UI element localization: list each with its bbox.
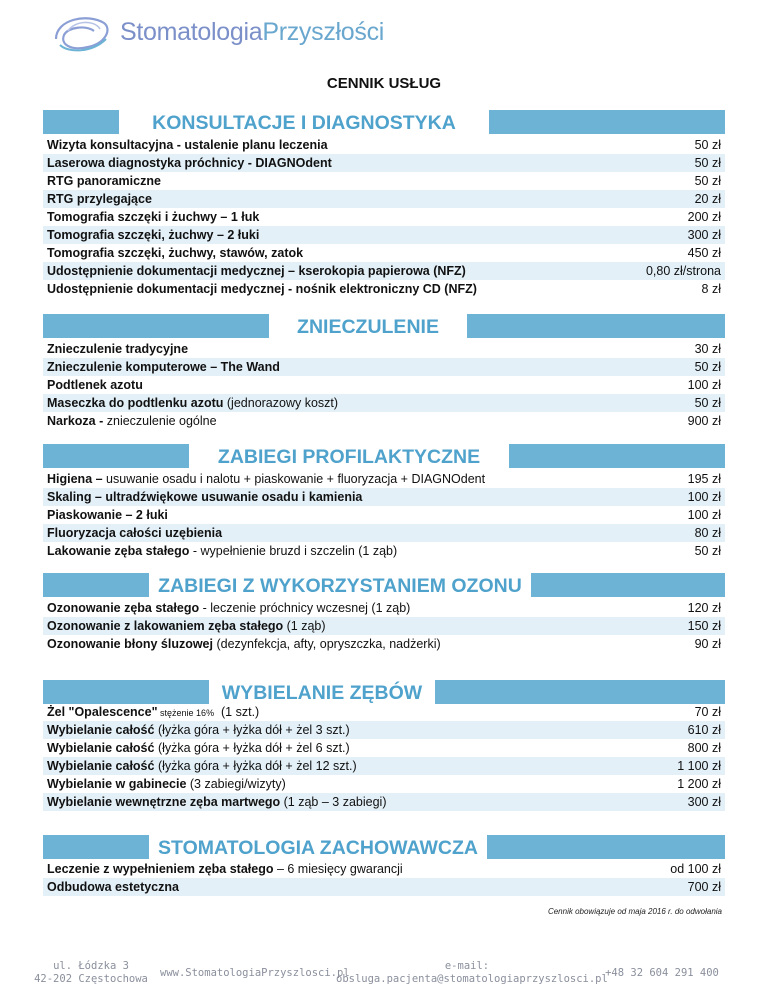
service-name [47,793,386,811]
service-label: RTG panoramiczne [47,174,161,188]
service-price: 20 zł [694,192,721,206]
section-header-bar [43,110,725,134]
service-name [47,262,466,280]
price-row [43,488,725,506]
service-price: 195 zł [687,472,721,486]
service-name [47,860,403,878]
service-price: 8 zł [701,282,721,296]
service-name [47,376,143,394]
service-description: (1 ząb – 3 zabiegi) [280,795,387,809]
section-header-bar [43,444,725,468]
section-title: ZABIEGI PROFILAKTYCZNE [189,443,509,470]
price-list [43,136,725,298]
price-row [43,524,725,542]
section-title: STOMATOLOGIA ZACHOWAWCZA [149,834,487,861]
section-0 [43,110,725,298]
service-description: - wypełnienie bruzd i szczelin (1 ząb) [189,544,398,558]
service-name [47,775,286,793]
service-label: Wybielanie w gabinecie [47,777,187,791]
logo [48,8,384,56]
service-price: 50 zł [694,396,721,410]
price-row [43,635,725,653]
price-row [43,860,725,878]
service-label: Narkoza - [47,414,104,428]
service-description: (jednorazowy koszt) [223,396,339,410]
service-description: usuwanie osadu i nalotu + piaskowanie + fluoryzacja + DIAGNOdent [102,472,486,486]
service-label: Odbudowa estetyczna [47,880,179,894]
service-label: Wybielanie całość [47,741,155,755]
page-title: CENNIK USŁUG [326,75,442,92]
section-2 [43,444,725,560]
service-label: Udostępnienie dokumentacji medycznej – kserokopia papierowa (NFZ) [47,264,466,278]
footer-email-label: e-mail: [444,960,490,972]
service-price: 150 zł [687,619,721,633]
price-row [43,154,725,172]
service-description: (3 zabiegi/wizyty) [186,777,286,791]
service-name [47,599,410,617]
service-name [47,524,222,542]
service-description: (1 ząb) [283,619,326,633]
service-name [47,340,188,358]
service-price: 80 zł [694,526,721,540]
service-label: Wizyta konsultacyjna - ustalenie planu leczenia [47,138,328,152]
price-row [43,470,725,488]
price-list [43,703,725,811]
service-description: (1 szt.) [214,705,260,719]
price-row [43,226,725,244]
service-label: Tomografia szczęki i żuchwy – 1 łuk [47,210,260,224]
validity-note: Cennik obowiązuje od maja 2016 r. do odwołania [547,907,722,916]
price-row [43,376,725,394]
service-name [47,757,357,775]
price-row [43,190,725,208]
service-name [47,542,397,560]
service-description: (łyżka góra + łyżka dół + żel 3 szt.) [154,723,350,737]
service-name [47,244,303,262]
price-row [43,721,725,739]
service-price: 1 100 zł [677,759,721,773]
service-description: (łyżka góra + łyżka dół + żel 12 szt.) [154,759,357,773]
service-label: Wybielanie całość [47,759,155,773]
service-label: Maseczka do podtlenku azotu [47,396,224,410]
service-name [47,739,350,757]
service-label: Ozonowanie z lakowaniem zęba stałego [47,619,284,633]
service-label: Ozonowanie zęba stałego [47,601,200,615]
service-name [47,470,485,488]
price-row [43,262,725,280]
service-label: Ozonowanie błony śluzowej [47,637,213,651]
logo-text-part1: Stomatologia [120,17,263,46]
service-price: 200 zł [687,210,721,224]
service-price: 50 zł [694,174,721,188]
service-price: 50 zł [694,544,721,558]
service-description: (dezynfekcja, afty, opryszczka, nadżerki) [213,637,441,651]
service-price: 700 zł [687,880,721,894]
price-row [43,280,725,298]
price-row [43,208,725,226]
section-4 [43,680,725,811]
price-row [43,542,725,560]
price-row [43,244,725,262]
section-1 [43,314,725,430]
service-name [47,394,338,412]
service-label: Wybielanie wewnętrzne zęba martwego [47,795,281,809]
price-row [43,878,725,896]
service-price: 50 zł [694,138,721,152]
service-price: od 100 zł [670,862,721,876]
logo-swirl-icon [48,9,114,55]
price-row [43,599,725,617]
footer-address [28,960,154,986]
section-title: KONSULTACJE I DIAGNOSTYKA [119,109,489,136]
footer-email [336,960,608,986]
price-row [43,506,725,524]
service-label: Podtlenek azotu [47,378,143,392]
price-row [43,739,725,757]
service-name [47,878,179,896]
service-price: 100 zł [687,508,721,522]
service-name [47,280,477,298]
price-list [43,470,725,560]
price-row [43,412,725,430]
price-list [43,860,725,896]
service-label: Żel "Opalescence" [47,705,158,719]
footer-email-link[interactable]: obsluga.pacjenta@stomatologiaprzyszlosci.pl [336,973,608,985]
section-5 [43,835,725,896]
service-price: 50 zł [694,156,721,170]
service-description: (łyżka góra + łyżka dół + żel 6 szt.) [154,741,350,755]
price-row [43,757,725,775]
footer-phone: +48 32 604 291 400 [605,967,719,979]
logo-text [120,18,384,47]
service-price: 70 zł [694,705,721,719]
service-price: 120 zł [687,601,721,615]
service-label: Znieczulenie komputerowe – The Wand [47,360,280,374]
service-label: Piaskowanie – 2 łuki [47,508,168,522]
footer-address-line1: ul. Łódzka 3 [53,960,129,972]
service-price: 100 zł [687,490,721,504]
service-name [47,506,168,524]
service-name [47,412,217,430]
service-price: 90 zł [694,637,721,651]
service-price: 0,80 zł/strona [645,264,721,278]
service-price: 100 zł [687,378,721,392]
logo-text-part2: Przyszłości [262,17,385,46]
service-description: znieczulenie ogólne [103,414,217,428]
price-list [43,599,725,653]
price-row [43,703,725,721]
service-name [47,721,350,739]
service-label: Udostępnienie dokumentacji medycznej - nośnik elektroniczny CD (NFZ) [47,282,477,296]
service-price: 450 zł [687,246,721,260]
price-row [43,394,725,412]
service-label: Tomografia szczęki, żuchwy – 2 łuki [47,228,260,242]
price-list [43,340,725,430]
service-description: – 6 miesięcy gwarancji [273,862,403,876]
section-header-bar [43,573,725,597]
service-price: 800 zł [687,741,721,755]
service-price: 900 zł [687,414,721,428]
service-name [47,208,259,226]
service-label: Tomografia szczęki, żuchwy, stawów, zatok [47,246,304,260]
price-row [43,136,725,154]
service-label: Fluoryzacja całości uzębienia [47,526,223,540]
service-label: Skaling – ultradźwiękowe usuwanie osadu i kamienia [47,490,363,504]
service-label: Higiena – [47,472,103,486]
section-title: WYBIELANIE ZĘBÓW [209,679,435,706]
section-title: ZABIEGI Z WYKORZYSTANIEM OZONU [149,572,531,599]
section-header-bar [43,680,725,704]
service-price: 1 200 zł [677,777,721,791]
section-3 [43,573,725,653]
service-name [47,703,259,722]
service-name [47,190,152,208]
service-name [47,488,362,506]
service-label: RTG przylegające [47,192,152,206]
section-header-bar [43,835,725,859]
price-row [43,617,725,635]
price-row [43,775,725,793]
service-name [47,635,441,653]
service-label: Leczenie z wypełnieniem zęba stałego [47,862,274,876]
service-label: Wybielanie całość [47,723,155,737]
service-price: 50 zł [694,360,721,374]
service-price: 300 zł [687,795,721,809]
service-label: Lakowanie zęba stałego [47,544,190,558]
service-price: 610 zł [687,723,721,737]
price-row [43,358,725,376]
service-note: stężenie 16% [157,708,215,718]
price-row [43,172,725,190]
price-row [43,340,725,358]
service-price: 30 zł [694,342,721,356]
section-header-bar [43,314,725,338]
service-name [47,154,332,172]
service-name [47,617,326,635]
service-name [47,172,161,190]
service-price: 300 zł [687,228,721,242]
section-title: ZNIECZULENIE [269,313,467,340]
service-name [47,226,259,244]
footer-website[interactable]: www.StomatologiaPrzyszlosci.pl [160,967,350,979]
footer-address-line2: 42-202 Częstochowa [34,973,148,985]
service-description: - leczenie próchnicy wczesnej (1 ząb) [199,601,411,615]
service-name [47,358,280,376]
service-label: Laserowa diagnostyka próchnicy - DIAGNOdent [47,156,332,170]
service-name [47,136,328,154]
price-row [43,793,725,811]
service-label: Znieczulenie tradycyjne [47,342,189,356]
